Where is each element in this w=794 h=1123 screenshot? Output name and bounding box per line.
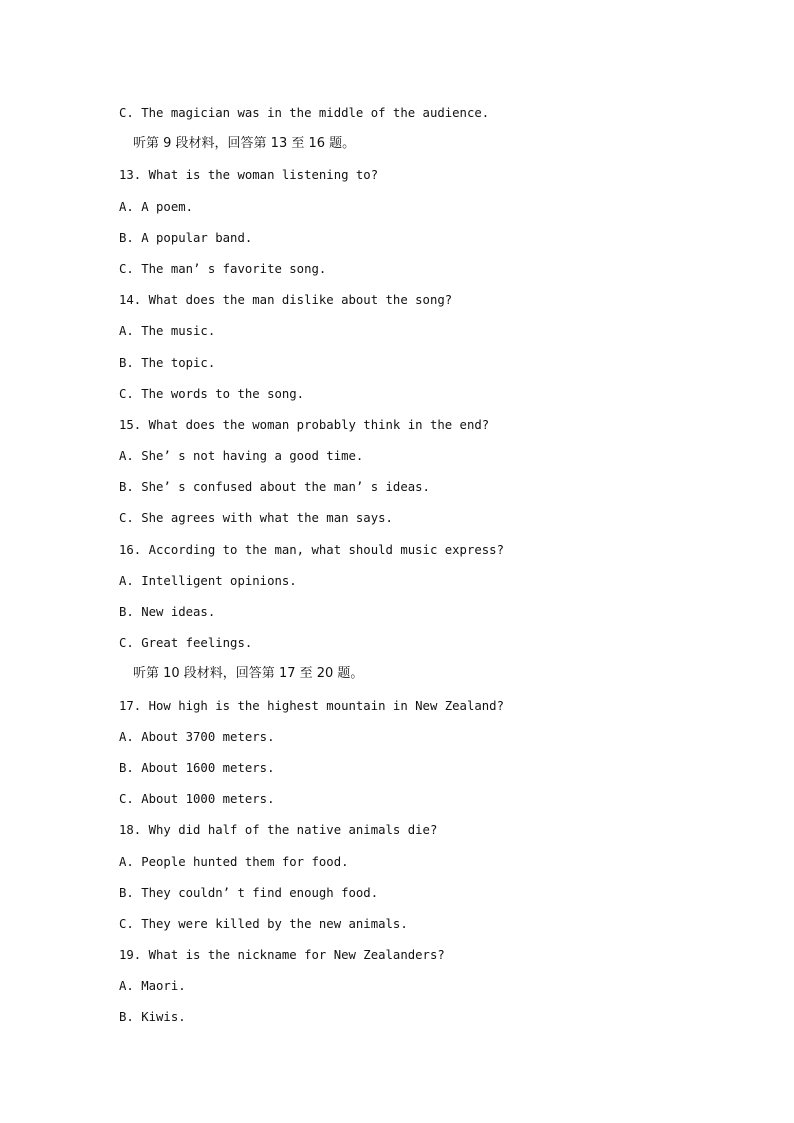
- answer-option: B. A popular band.: [119, 230, 253, 245]
- answer-option: C. The magician was in the middle of the audience.: [119, 106, 490, 120]
- answer-option: A. She’ s not having a good time.: [119, 449, 364, 464]
- answer-option: C. About 1000 meters.: [119, 792, 275, 807]
- answer-option: A. The music.: [119, 324, 216, 339]
- answer-option: B. Kiwis.: [119, 1010, 186, 1025]
- answer-option: A. A poem.: [119, 199, 194, 214]
- answer-option: C. The man’ s favorite song.: [119, 261, 327, 276]
- answer-option: C. She agrees with what the man says.: [119, 511, 393, 526]
- document-body: [119, 103, 719, 1039]
- answer-option: B. New ideas.: [119, 605, 216, 619]
- section-instruction: 听第 10 段材料，回答第 17 至 20 题。: [133, 666, 364, 682]
- question: 18. Why did half of the native animals die?: [119, 823, 438, 838]
- answer-option: C. The words to the song.: [119, 386, 305, 401]
- answer-option: C. They were killed by the new animals.: [119, 916, 408, 931]
- answer-option: A. About 3700 meters.: [119, 729, 275, 744]
- answer-option: A. People hunted them for food.: [119, 854, 349, 869]
- section-instruction: 听第 9 段材料，回答第 13 至 16 题。: [133, 136, 356, 152]
- question: 15. What does the woman probably think in the end?: [119, 417, 490, 432]
- answer-option: C. Great feelings.: [119, 636, 253, 651]
- question: 14. What does the man dislike about the song?: [119, 293, 453, 308]
- question: 13. What is the woman listening to?: [119, 168, 379, 183]
- answer-option: B. She’ s confused about the man’ s ideas.: [119, 480, 430, 495]
- answer-option: A. Intelligent opinions.: [119, 573, 297, 588]
- question: 19. What is the nickname for New Zealanders?: [119, 948, 445, 963]
- answer-option: B. They couldn’ t find enough food.: [119, 885, 379, 900]
- answer-option: B. The topic.: [119, 355, 216, 370]
- answer-option: A. Maori.: [119, 979, 186, 994]
- answer-option: B. About 1600 meters.: [119, 760, 275, 775]
- question: 17. How high is the highest mountain in New Zealand?: [119, 698, 504, 713]
- question: 16. According to the man, what should music express?: [119, 542, 504, 557]
